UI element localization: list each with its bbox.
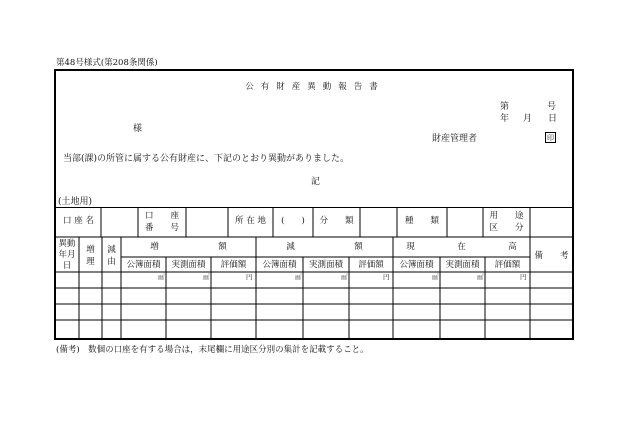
current-ledger-area: 公簿面積 <box>399 260 434 270</box>
account-number-label-2: 番 号 <box>144 223 179 233</box>
account-name-label: 口 座 名 <box>63 216 94 226</box>
decrease-ledger-area: 公簿面積 <box>262 260 297 270</box>
reason-header-1: 増 <box>86 245 95 255</box>
unit-sqm: ㎡ <box>158 273 165 281</box>
date-year-label: 年 <box>500 114 510 124</box>
grounds-header-2: 由 <box>107 257 116 267</box>
current-header: 現 在 高 <box>406 242 517 252</box>
unit-sqm: ㎡ <box>341 273 348 281</box>
unit-sqm: ㎡ <box>203 273 210 281</box>
addressee-suffix: 様 <box>133 124 143 134</box>
date-header-3: 日 <box>62 261 72 271</box>
land-use-label: (土地用) <box>58 197 93 207</box>
unit-sqm: ㎡ <box>432 273 439 281</box>
increase-header: 増 額 <box>150 242 227 252</box>
unit-yen: 円 <box>246 273 253 281</box>
unit-sqm: ㎡ <box>295 273 302 281</box>
document-title: 公有財産異動報告書 <box>245 82 385 92</box>
location-paren: ( ) <box>281 216 305 226</box>
type-label: 種 類 <box>404 216 439 226</box>
grounds-header-1: 理 <box>86 257 95 267</box>
location-label: 所 在 地 <box>235 216 266 226</box>
seal-mark: 印 <box>547 134 554 142</box>
date-month-label: 月 <box>523 114 533 124</box>
use-class-label-1: 用 途 <box>489 211 524 221</box>
decrease-survey-area: 実測面積 <box>308 260 343 270</box>
current-survey-area: 実測面積 <box>445 260 480 270</box>
footnote: (備考) 数個の口座を有する場合は，末尾欄に用途区分別の集計を記載すること。 <box>56 345 369 355</box>
unit-yen: 円 <box>520 273 527 281</box>
number-label: 第 <box>500 102 510 112</box>
form-code: 第48号様式(第208条関係) <box>56 58 158 68</box>
unit-sqm: ㎡ <box>477 273 484 281</box>
reason-header-2: 減 <box>107 245 116 255</box>
date-day-label: 日 <box>548 114 558 124</box>
category-label: 分 類 <box>319 216 354 226</box>
body-text: 当部(課)の所管に属する公有財産に、下記のとおり異動がありました。 <box>63 154 350 164</box>
number-suffix: 号 <box>547 102 557 112</box>
account-number-label-1: 口 座 <box>144 211 179 221</box>
increase-ledger-area: 公簿面積 <box>126 260 161 270</box>
use-class-label-2: 区 分 <box>489 223 524 233</box>
increase-survey-area: 実測面積 <box>171 260 206 270</box>
current-value: 評価額 <box>494 260 521 270</box>
decrease-value: 評価額 <box>358 260 384 270</box>
decrease-header: 減 額 <box>286 242 363 252</box>
date-header-2: 年月 <box>58 250 76 260</box>
remarks-header: 備 考 <box>534 251 569 261</box>
date-header-1: 異動 <box>58 239 76 249</box>
ki-label: 記 <box>311 177 321 187</box>
unit-yen: 円 <box>383 273 390 281</box>
increase-value: 評価額 <box>220 260 247 270</box>
manager-label: 財産管理者 <box>432 134 478 144</box>
